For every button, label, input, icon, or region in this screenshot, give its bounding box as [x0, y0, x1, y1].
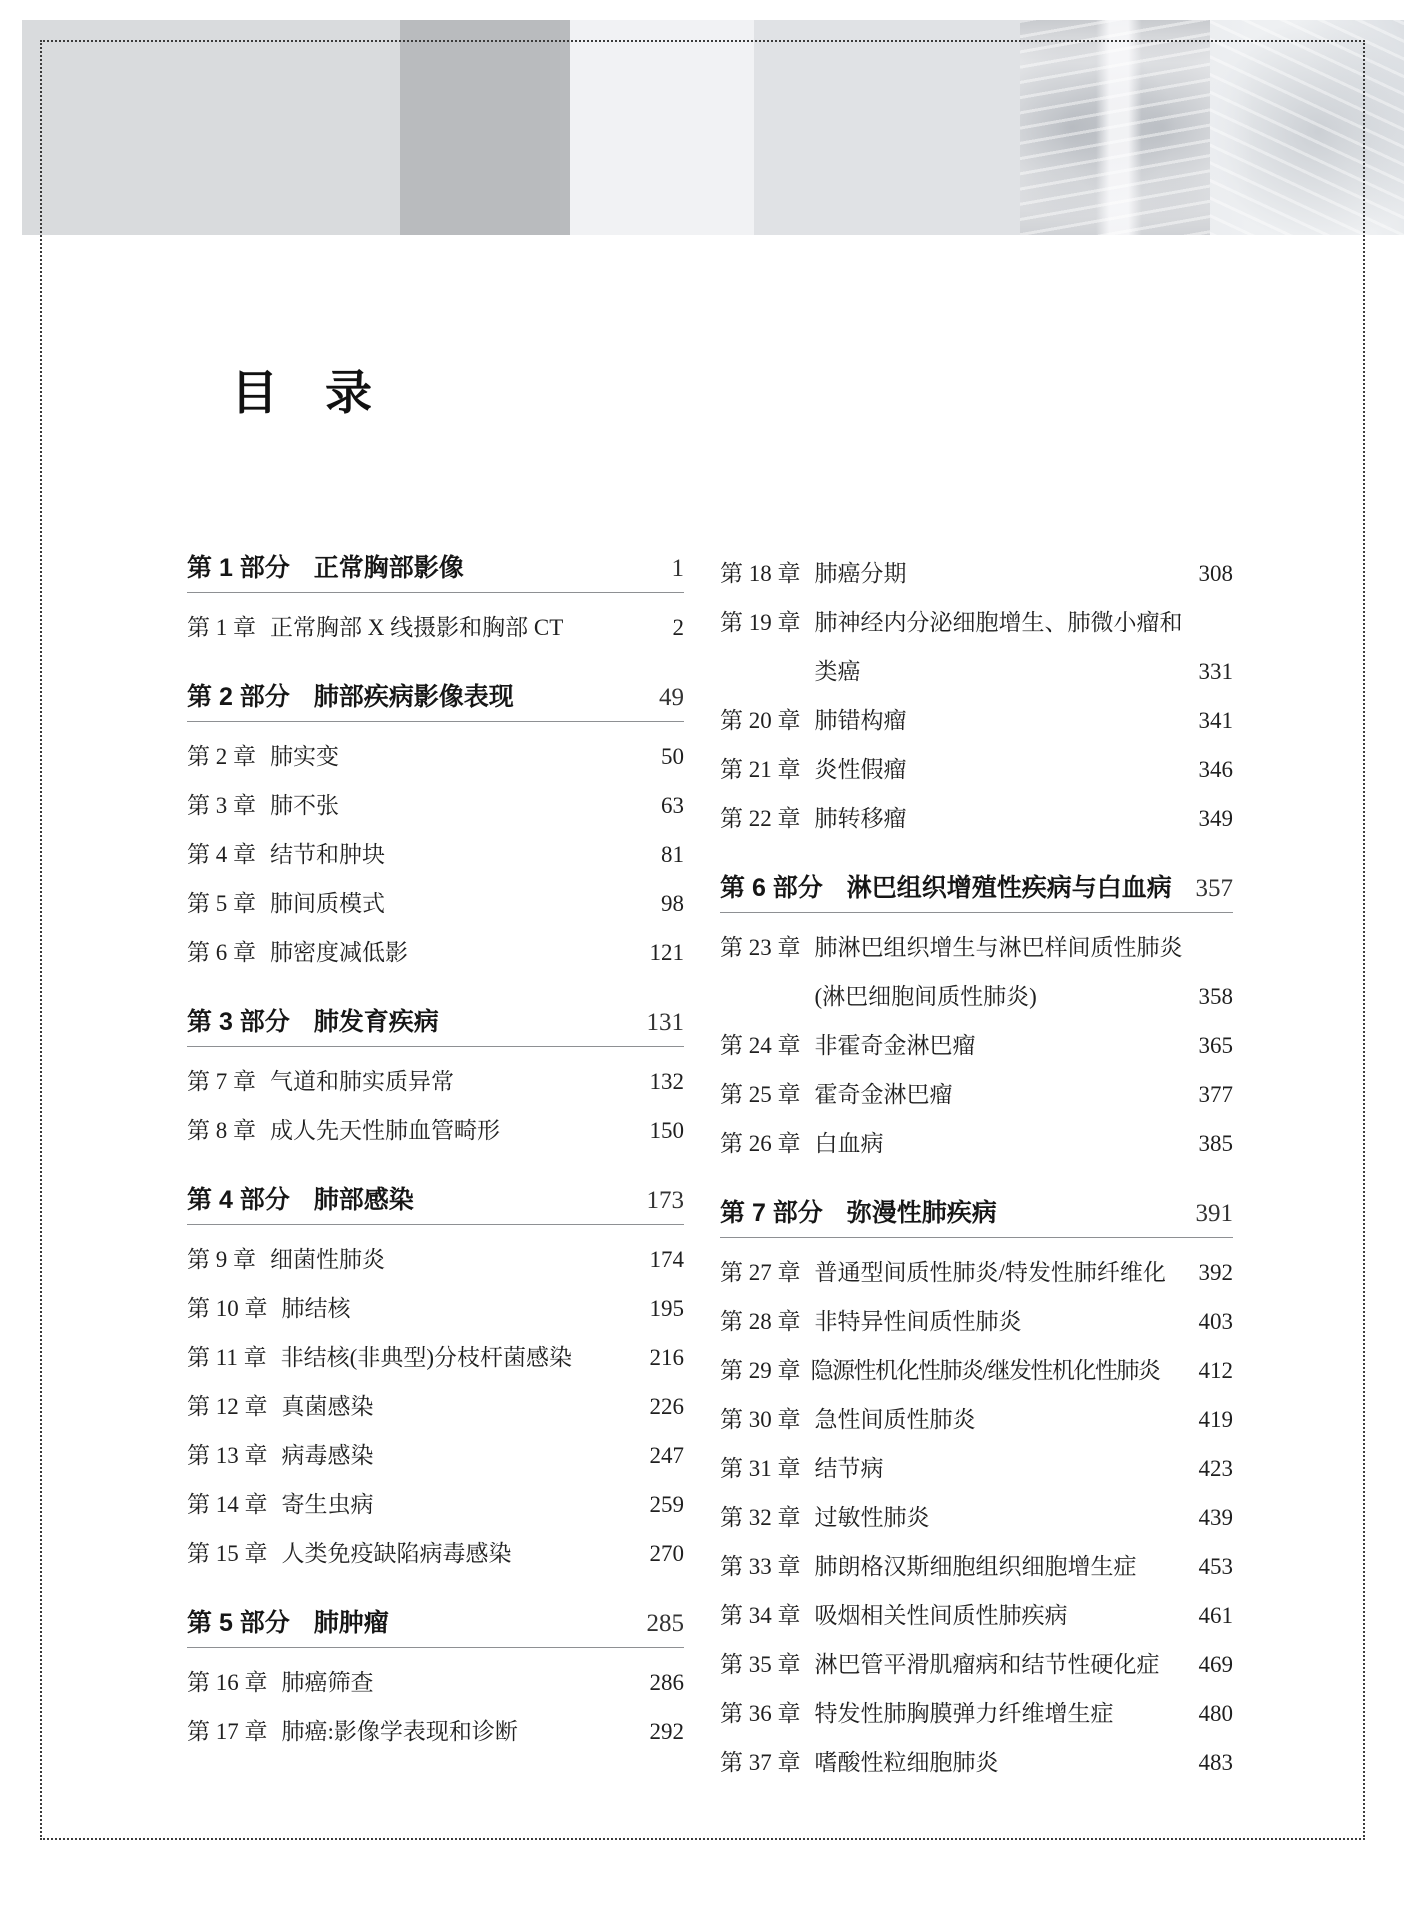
chapter-number: 第 32 章 [720, 1505, 801, 1530]
toc-chapter-row [720, 1542, 1233, 1591]
toc-column-left [187, 549, 684, 1756]
chapter-title: 特发性肺胸膜弹力纤维增生症 [814, 1701, 1114, 1726]
chapter-page-number: 480 [1198, 1701, 1233, 1726]
part-number: 第 4 部分 [187, 1186, 290, 1214]
chapter-page-number: 81 [661, 842, 684, 867]
toc-part-row [720, 1194, 1233, 1238]
chapter-page-number: 365 [1198, 1033, 1233, 1058]
chapter-page-number: 50 [661, 744, 684, 769]
chapter-title: 急性间质性肺炎 [814, 1407, 976, 1432]
chapter-title: 炎性假瘤 [814, 757, 907, 782]
chapter-title: 非结核(非典型)分枝杆菌感染 [280, 1345, 572, 1370]
chapter-page-number: 346 [1198, 757, 1233, 782]
chapter-page-number: 403 [1198, 1309, 1233, 1334]
chapter-number: 第 9 章 [187, 1247, 256, 1272]
chapter-number: 第 4 章 [187, 842, 256, 867]
toc-chapter-row [187, 1431, 684, 1480]
chapter-number: 第 27 章 [720, 1260, 801, 1285]
toc-chapter-row [187, 1235, 684, 1284]
chapter-title: 肺神经内分泌细胞增生、肺微小瘤和 类癌 [814, 610, 1183, 684]
chapter-number: 第 17 章 [187, 1719, 268, 1744]
chapter-number: 第 23 章 [720, 935, 801, 960]
chapter-title: 细菌性肺炎 [270, 1247, 385, 1272]
chapter-page-number: 349 [1198, 806, 1233, 831]
chapter-page-number: 461 [1198, 1603, 1233, 1628]
chapter-title: 肺密度减低影 [270, 940, 408, 965]
part-title: 肺发育疾病 [313, 1008, 439, 1036]
chapter-number: 第 34 章 [720, 1603, 801, 1628]
chapter-title: 白血病 [814, 1131, 884, 1156]
banner-block-3 [570, 20, 754, 235]
chapter-title: 肺癌分期 [814, 561, 907, 586]
chapter-title: 人类免疫缺陷病毒感染 [281, 1541, 512, 1566]
toc-part-row [187, 1604, 684, 1648]
toc-chapter-row [720, 1395, 1233, 1444]
toc-chapter-row [187, 603, 684, 652]
chapter-page-number: 270 [649, 1541, 684, 1566]
chapter-number: 第 22 章 [720, 806, 801, 831]
chapter-title: 嗜酸性粒细胞肺炎 [814, 1750, 999, 1775]
chapter-page-number: 2 [672, 615, 684, 640]
toc-chapter-row [720, 1738, 1233, 1787]
toc-chapter-row [720, 1591, 1233, 1640]
toc-chapter-row [187, 1658, 684, 1707]
chapter-number: 第 19 章 [720, 610, 801, 635]
chapter-number: 第 21 章 [720, 757, 801, 782]
toc-chapter-row [187, 1480, 684, 1529]
chapter-title: 霍奇金淋巴瘤 [814, 1082, 953, 1107]
chapter-title: 非霍奇金淋巴瘤 [814, 1033, 976, 1058]
chapter-number: 第 7 章 [187, 1069, 256, 1094]
chapter-title: 病毒感染 [281, 1443, 374, 1468]
toc-chapter-row [720, 1248, 1233, 1297]
chapter-number: 第 16 章 [187, 1670, 268, 1695]
toc-chapter-row [187, 1707, 684, 1756]
chapter-number: 第 35 章 [720, 1652, 801, 1677]
chapter-page-number: 331 [1198, 659, 1233, 684]
toc-chapter-row [720, 1493, 1233, 1542]
top-banner [22, 20, 1404, 235]
part-title: 正常胸部影像 [313, 554, 464, 582]
chapter-title: 淋巴管平滑肌瘤病和结节性硬化症 [814, 1652, 1160, 1677]
part-page-number: 1 [671, 555, 684, 582]
chapter-number: 第 37 章 [720, 1750, 801, 1775]
chapter-number: 第 14 章 [187, 1492, 268, 1517]
part-number: 第 6 部分 [720, 874, 823, 902]
chapter-title: 肺朗格汉斯细胞组织细胞增生症 [814, 1554, 1137, 1579]
chapter-page-number: 358 [1198, 984, 1233, 1009]
toc-chapter-row [187, 732, 684, 781]
chapter-title: 隐源性机化性肺炎/继发性机化性肺炎 [810, 1358, 1160, 1383]
toc-chapter-row [187, 1333, 684, 1382]
chapter-title: 普通型间质性肺炎/特发性肺纤维化 [814, 1260, 1166, 1285]
part-page-number: 357 [1195, 875, 1233, 902]
chapter-number: 第 8 章 [187, 1118, 256, 1143]
chapter-page-number: 419 [1198, 1407, 1233, 1432]
part-page-number: 173 [646, 1187, 684, 1214]
chapter-page-number: 423 [1198, 1456, 1233, 1481]
chapter-title: 肺不张 [270, 793, 339, 818]
chapter-page-number: 247 [649, 1443, 684, 1468]
chest-xray-lateral-image [1210, 20, 1404, 235]
chapter-title: 肺间质模式 [270, 891, 385, 916]
chapter-title: 肺癌筛查 [281, 1670, 374, 1695]
toc-chapter-row [187, 830, 684, 879]
toc-chapter-row [720, 1346, 1233, 1395]
chapter-page-number: 483 [1198, 1750, 1233, 1775]
part-page-number: 131 [646, 1009, 684, 1036]
toc-chapter-row [720, 549, 1233, 598]
chapter-page-number: 412 [1198, 1358, 1233, 1383]
part-number: 第 1 部分 [187, 554, 290, 582]
chapter-number: 第 13 章 [187, 1443, 268, 1468]
part-number: 第 3 部分 [187, 1008, 290, 1036]
toc-chapter-row [720, 1021, 1233, 1070]
chapter-page-number: 216 [649, 1345, 684, 1370]
toc-chapter-row [187, 1057, 684, 1106]
chapter-title: 寄生虫病 [281, 1492, 374, 1517]
chapter-number: 第 36 章 [720, 1701, 801, 1726]
chapter-page-number: 98 [661, 891, 684, 916]
chapter-title: 气道和肺实质异常 [270, 1069, 454, 1094]
chapter-page-number: 439 [1198, 1505, 1233, 1530]
chapter-title: 肺癌:影像学表现和诊断 [281, 1719, 518, 1744]
toc-chapter-row [187, 1284, 684, 1333]
chapter-title: 肺转移瘤 [814, 806, 907, 831]
toc-chapter-row [720, 1297, 1233, 1346]
banner-block-1 [22, 20, 400, 235]
chapter-page-number: 308 [1198, 561, 1233, 586]
part-title: 肺部感染 [313, 1186, 414, 1214]
toc-chapter-row [187, 879, 684, 928]
part-title: 淋巴组织增殖性疾病与白血病 [846, 874, 1172, 902]
chapter-title: 吸烟相关性间质性肺疾病 [814, 1603, 1068, 1628]
chapter-number: 第 11 章 [187, 1345, 267, 1370]
chapter-title: 过敏性肺炎 [814, 1505, 930, 1530]
toc-chapter-row [187, 1106, 684, 1155]
toc-chapter-row [720, 696, 1233, 745]
chapter-number: 第 29 章 [720, 1358, 801, 1383]
part-page-number: 391 [1195, 1200, 1233, 1227]
toc-chapter-row [187, 781, 684, 830]
chapter-number: 第 15 章 [187, 1541, 268, 1566]
chapter-page-number: 174 [649, 1247, 684, 1272]
toc-column-right [720, 549, 1233, 1787]
banner-block-2 [400, 20, 570, 235]
chapter-number: 第 33 章 [720, 1554, 801, 1579]
banner-block-4 [754, 20, 1020, 235]
chapter-page-number: 385 [1198, 1131, 1233, 1156]
chapter-number: 第 31 章 [720, 1456, 801, 1481]
chapter-title: 结节和肿块 [270, 842, 385, 867]
toc-chapter-row [720, 1070, 1233, 1119]
toc-chapter-row [187, 1529, 684, 1578]
toc-chapter-row [720, 1689, 1233, 1738]
toc-part-row [187, 549, 684, 593]
chapter-page-number: 469 [1198, 1652, 1233, 1677]
chapter-number: 第 6 章 [187, 940, 256, 965]
chapter-number: 第 30 章 [720, 1407, 801, 1432]
chapter-page-number: 63 [661, 793, 684, 818]
toc-chapter-row [187, 928, 684, 977]
chapter-page-number: 195 [649, 1296, 684, 1321]
toc-chapter-row [720, 794, 1233, 843]
chapter-page-number: 341 [1198, 708, 1233, 733]
chapter-page-number: 286 [649, 1670, 684, 1695]
chapter-page-number: 453 [1198, 1554, 1233, 1579]
toc-part-row [187, 1003, 684, 1047]
chapter-title: 肺结核 [281, 1296, 351, 1321]
part-title: 肺肿瘤 [313, 1609, 389, 1637]
toc-part-row [187, 678, 684, 722]
chapter-title: 肺错构瘤 [814, 708, 907, 733]
chapter-number: 第 28 章 [720, 1309, 801, 1334]
chapter-page-number: 377 [1198, 1082, 1233, 1107]
toc-chapter-row [720, 923, 1233, 1021]
chapter-number: 第 10 章 [187, 1296, 268, 1321]
chapter-title: 结节病 [814, 1456, 884, 1481]
toc-part-row [187, 1181, 684, 1225]
chapter-number: 第 2 章 [187, 744, 256, 769]
chapter-number: 第 1 章 [187, 615, 256, 640]
chapter-number: 第 25 章 [720, 1082, 801, 1107]
chapter-page-number: 132 [649, 1069, 684, 1094]
chapter-page-number: 392 [1198, 1260, 1233, 1285]
part-title: 弥漫性肺疾病 [846, 1199, 997, 1227]
part-number: 第 5 部分 [187, 1609, 290, 1637]
part-number: 第 2 部分 [187, 683, 290, 711]
chapter-number: 第 12 章 [187, 1394, 268, 1419]
chapter-number: 第 5 章 [187, 891, 256, 916]
toc-chapter-row [720, 1119, 1233, 1168]
chapter-number: 第 20 章 [720, 708, 801, 733]
chapter-number: 第 26 章 [720, 1131, 801, 1156]
chapter-title: 非特异性间质性肺炎 [814, 1309, 1022, 1334]
part-number: 第 7 部分 [720, 1199, 823, 1227]
toc-part-row [720, 869, 1233, 913]
toc-chapter-row [720, 1640, 1233, 1689]
chapter-number: 第 3 章 [187, 793, 256, 818]
part-title: 肺部疾病影像表现 [313, 683, 514, 711]
chapter-title: 肺实变 [270, 744, 339, 769]
chapter-page-number: 121 [649, 940, 684, 965]
chapter-title: 肺淋巴组织增生与淋巴样间质性肺炎 (淋巴细胞间质性肺炎) [814, 935, 1183, 1009]
chest-xray-frontal-image [1020, 20, 1210, 235]
chapter-page-number: 259 [649, 1492, 684, 1517]
chapter-number: 第 24 章 [720, 1033, 801, 1058]
part-page-number: 285 [646, 1610, 684, 1637]
toc-chapter-row [720, 745, 1233, 794]
part-page-number: 49 [659, 684, 684, 711]
page-title: 目 录 [231, 366, 372, 419]
chapter-title: 成人先天性肺血管畸形 [270, 1118, 500, 1143]
chapter-page-number: 150 [649, 1118, 684, 1143]
toc-chapter-row [720, 1444, 1233, 1493]
toc-chapter-row [720, 598, 1233, 696]
chapter-page-number: 292 [649, 1719, 684, 1744]
chapter-page-number: 226 [649, 1394, 684, 1419]
chapter-title: 真菌感染 [281, 1394, 374, 1419]
chapter-title: 正常胸部 X 线摄影和胸部 CT [270, 615, 564, 640]
chapter-number: 第 18 章 [720, 561, 801, 586]
toc-chapter-row [187, 1382, 684, 1431]
